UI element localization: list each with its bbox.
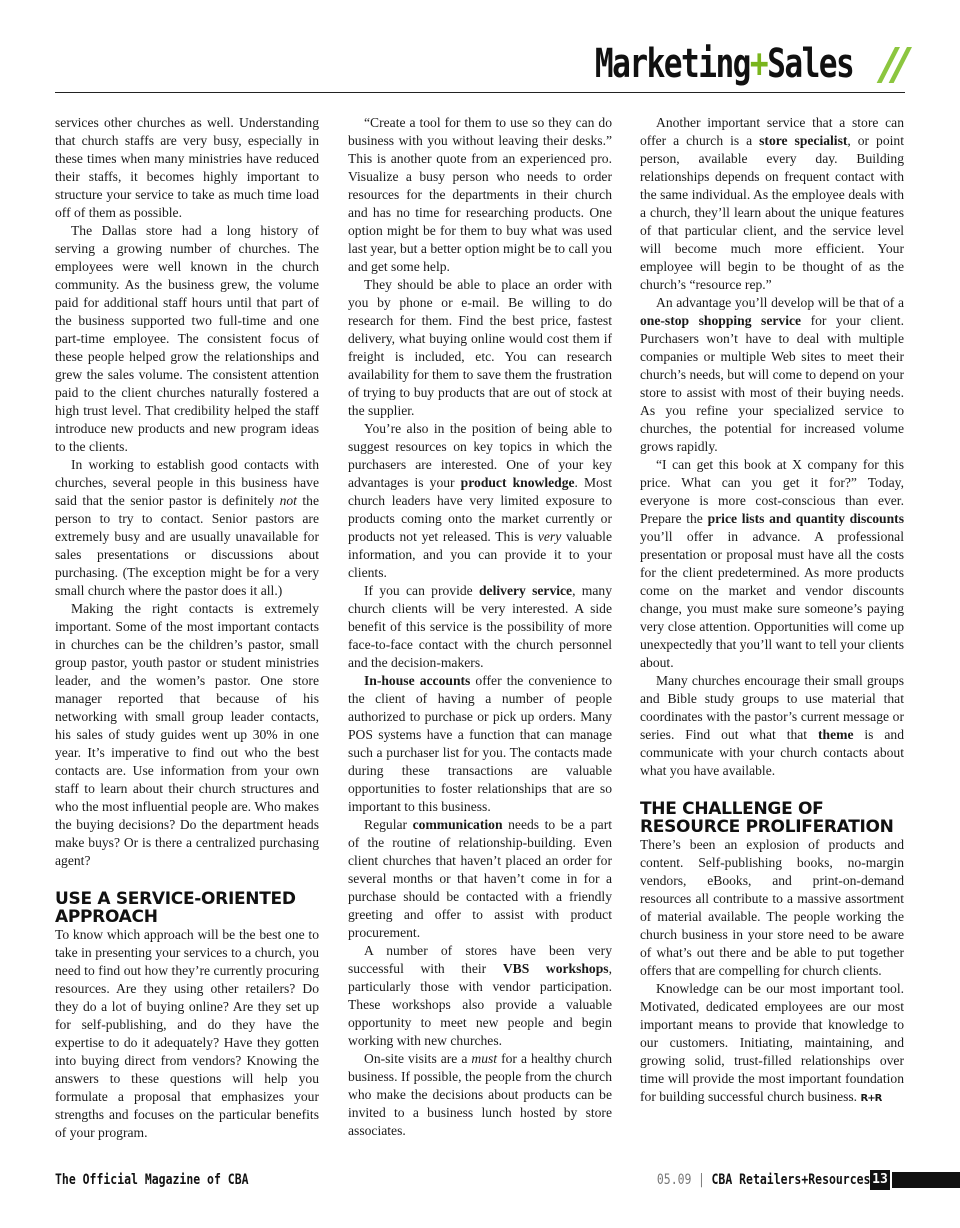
subheading: THE CHALLENGE OF RESOURCE PROLIFERATION [640, 799, 894, 837]
text-run: for your client. Purchasers won’t have to deal with multiple companies or multiple Web sites to meet their church’s needs, but will come to depend on your store to assist with most of their buying needs. As you refine your specialized service to churches, the potential for increased volume grows rapidly. [640, 313, 904, 454]
text-run: If you can provide [364, 583, 479, 598]
paragraph: “Create a tool for them to use so they can do business with you without leaving their desks.” This is another quote from an experienced pro. Visualize a busy person who needs to order resources for the departments in their church and has no time for researching products. One option might be for them to buy what was used last year, but a better option might be to call you and get some help. [348, 115, 612, 274]
paragraph: The Dallas store had a long history of serving a growing number of churches. The employees were well known in the church community. As the business grew, the volume paid for additional staff hours until that part of the business supported two full-time and one part-time employee. The consistent focus of these people helped grow the relationships and grew the sales volume. The consistent attention paid to the client churches naturally fostered a high trust level. That credibility helped the staff introduce new products and new program ideas to the clients. [55, 223, 319, 454]
paragraph [348, 816, 612, 942]
section-title-word-marketing: Marketing [594, 41, 750, 87]
footer-issue-info [656, 1172, 870, 1188]
text-run: , many church clients will be very interested. A side benefit of this service is the possibility of more face-to-face contact with the church personnel and the decision-makers. [348, 583, 612, 670]
paragraph [348, 672, 612, 816]
paragraph: They should be able to place an order with you by phone or e-mail. Be willing to do research for them. Find the best price, fastest delivery, what buying online would cost them if freight is included, etc. You can research availability for them to save them the frustration of trying to buy products that are out of stock at the supplier. [348, 277, 612, 418]
paragraph: services other churches as well. Understanding that church staffs are very busy, especially in these times when many ministries have reduced their staffs, it becomes highly important to structure your service to take as much time load off of them as possible. [55, 115, 319, 220]
text-run: Knowledge can be our most important tool. Motivated, dedicated employees are our most important means to provide that knowledge to our customers. Initiating, maintaining, and growing solid, trust-filled relationships over time will provide the most important foundation for building successful church business. [640, 981, 904, 1104]
page-number: 13 [870, 1170, 890, 1190]
paragraph [348, 1050, 612, 1140]
text-run: for a healthy church business. If possible, the people from the church who make the decisions about products can be invited to a business lunch hosted by store associates. [348, 1051, 612, 1138]
issue-date: 05.09 [656, 1172, 691, 1188]
magazine-name: CBA Retailers+Resources [711, 1172, 870, 1188]
text-run: A number of stores have been very successful with their [348, 943, 612, 976]
text-run: valuable information, and you can provide it to your clients. [348, 529, 612, 580]
section-header [0, 38, 905, 94]
text-run: the person to try to contact. Senior pastors are extremely busy and are usually unavailable for sales presentations or discussions about purchasing. (The exception might be for a very small church where the pastor does it all.) [55, 493, 319, 598]
text-run: Regular [364, 817, 413, 832]
paragraph [640, 672, 904, 780]
bold-term: In-house accounts [364, 673, 471, 688]
article-column-2 [348, 114, 612, 1140]
text-run: Another important service that a store can offer a church is a [640, 115, 904, 148]
text-run: is and communicate with your church contacts about what you have available. [640, 727, 904, 778]
text-run: needs to be a part of the routine of relationship-building. Even client churches that haven’t placed an order for several months or that haven’t come in for a purchase should be contacted with a friendly greeting and offer to assist with product procurement. [348, 817, 613, 940]
text-run: “I can get this book at X company for this price. What can you get it for?” Today, everyone is more cost-conscious than ever. Prepare the [640, 457, 904, 526]
text-run: In working to establish good contacts with churches, several people in this business have said that the senior pastor is definitely [55, 457, 319, 508]
text-run: . Most church leaders have very limited exposure to products coming onto the market currently or products not yet released. This is [348, 475, 612, 544]
paragraph [348, 582, 612, 672]
emphasis: not [279, 493, 297, 508]
end-mark: R+R [860, 1093, 882, 1104]
article-column-1 [55, 114, 319, 1142]
paragraph [348, 942, 612, 1050]
section-title [595, 38, 853, 90]
paragraph [640, 294, 904, 456]
text-run: On-site visits are a [364, 1051, 472, 1066]
subheading: USE A SERVICE-ORIENTED APPROACH [55, 889, 296, 927]
footer-separator: | [697, 1172, 705, 1188]
bold-term: one-stop shopping service [640, 313, 802, 328]
text-run: You’re also in the position of being able to suggest resources on key topics in which the purchasers are interested. One of your key advantages is your [348, 421, 612, 490]
bold-term: communication [412, 817, 503, 832]
section-title-plus: + [749, 41, 767, 87]
footer-bar [892, 1172, 960, 1188]
paragraph [55, 456, 319, 600]
emphasis: very [537, 529, 562, 544]
paragraph: To know which approach will be the best one to take in presenting your services to a church, you need to find out how they’re currently procuring resources. Are they using other retailers? Do they do a lot of buying online? Are they set up for self-publishing, and do they have the expertise to do it adequately? Have they gotten into buying direct from vendors? Knowing the answers to these questions will help you formulate a proposal that emphasizes your strengths and focuses on the particular benefits of your program. [55, 927, 319, 1140]
text-run: An advantage you’ll develop will be that of a [656, 295, 904, 310]
paragraph [640, 980, 904, 1108]
section-title-word-sales: Sales [766, 41, 853, 87]
paragraph: Making the right contacts is extremely important. Some of the most important contacts in churches can be the children’s pastor, small group pastor, youth pastor or student ministries leader, and the women’s pastor. One store manager reported that because of his networking with small group leader contacts, his sales of study guides went up 30% in one year. It’s imperative to find out who the best contacts are. Use information from your own staff to learn about their church structures and who the most influential people are. Who makes the buying decisions? Do the department heads make buys? Or is there a centralized purchasing agent? [55, 601, 319, 868]
bold-term: theme [818, 727, 854, 742]
article-column-3 [640, 114, 904, 1108]
paragraph [640, 456, 904, 672]
bold-term: price lists and quantity discounts [707, 511, 904, 526]
text-run: , or point person, available every day. Building relationships depends on frequent contact with the same individual. As the employee deals with a church, they’ll learn about the unique features of that particular client, and the service level will become much more efficient. Your employee will begin to be thought of as the church’s “resource rep.” [640, 133, 904, 292]
header-rule [55, 92, 905, 93]
paragraph [348, 420, 612, 582]
text-run: Many churches encourage their small groups and Bible study groups to use material that coordinates with the pastor’s current message or series. Find out what that [640, 673, 904, 742]
bold-term: delivery service [479, 583, 573, 598]
text-run: you’ll offer in advance. A professional presentation or proposal must have all the costs for the client predetermined. As more products come on the market and vendor discounts change, you must make sure someone’s paying very close attention. Opportunities will come up unexpectedly that you’ll want to tell your clients about. [640, 529, 904, 670]
bold-term: store specialist [759, 133, 848, 148]
bold-term: VBS workshops [502, 961, 609, 976]
slash-icon: // [880, 39, 905, 90]
text-run: , particularly those with vendor participation. These workshops also provide a valuable opportunity to meet new people and begin working with new churches. [348, 961, 612, 1048]
paragraph [640, 114, 904, 294]
paragraph: There’s been an explosion of products and content. Self-publishing books, no-margin vendors, eBooks, and print-on-demand resources all contribute to a massive assortment of material available. The people working the church business in your store need to be aware of what’s out there and be able to put together offers that are compelling for church clients. [640, 837, 904, 978]
emphasis: must [471, 1051, 498, 1066]
bold-term: product knowledge [460, 475, 575, 490]
text-run: offer the convenience to the client of having a number of people authorized to purchase or pick up orders. Many POS systems have a function that can manage such a purchaser list for you. The contacts made during these transactions are valuable opportunities to foster relationships that are so important to this business. [348, 673, 612, 814]
footer-magazine-tagline: The Official Magazine of CBA [55, 1172, 249, 1188]
